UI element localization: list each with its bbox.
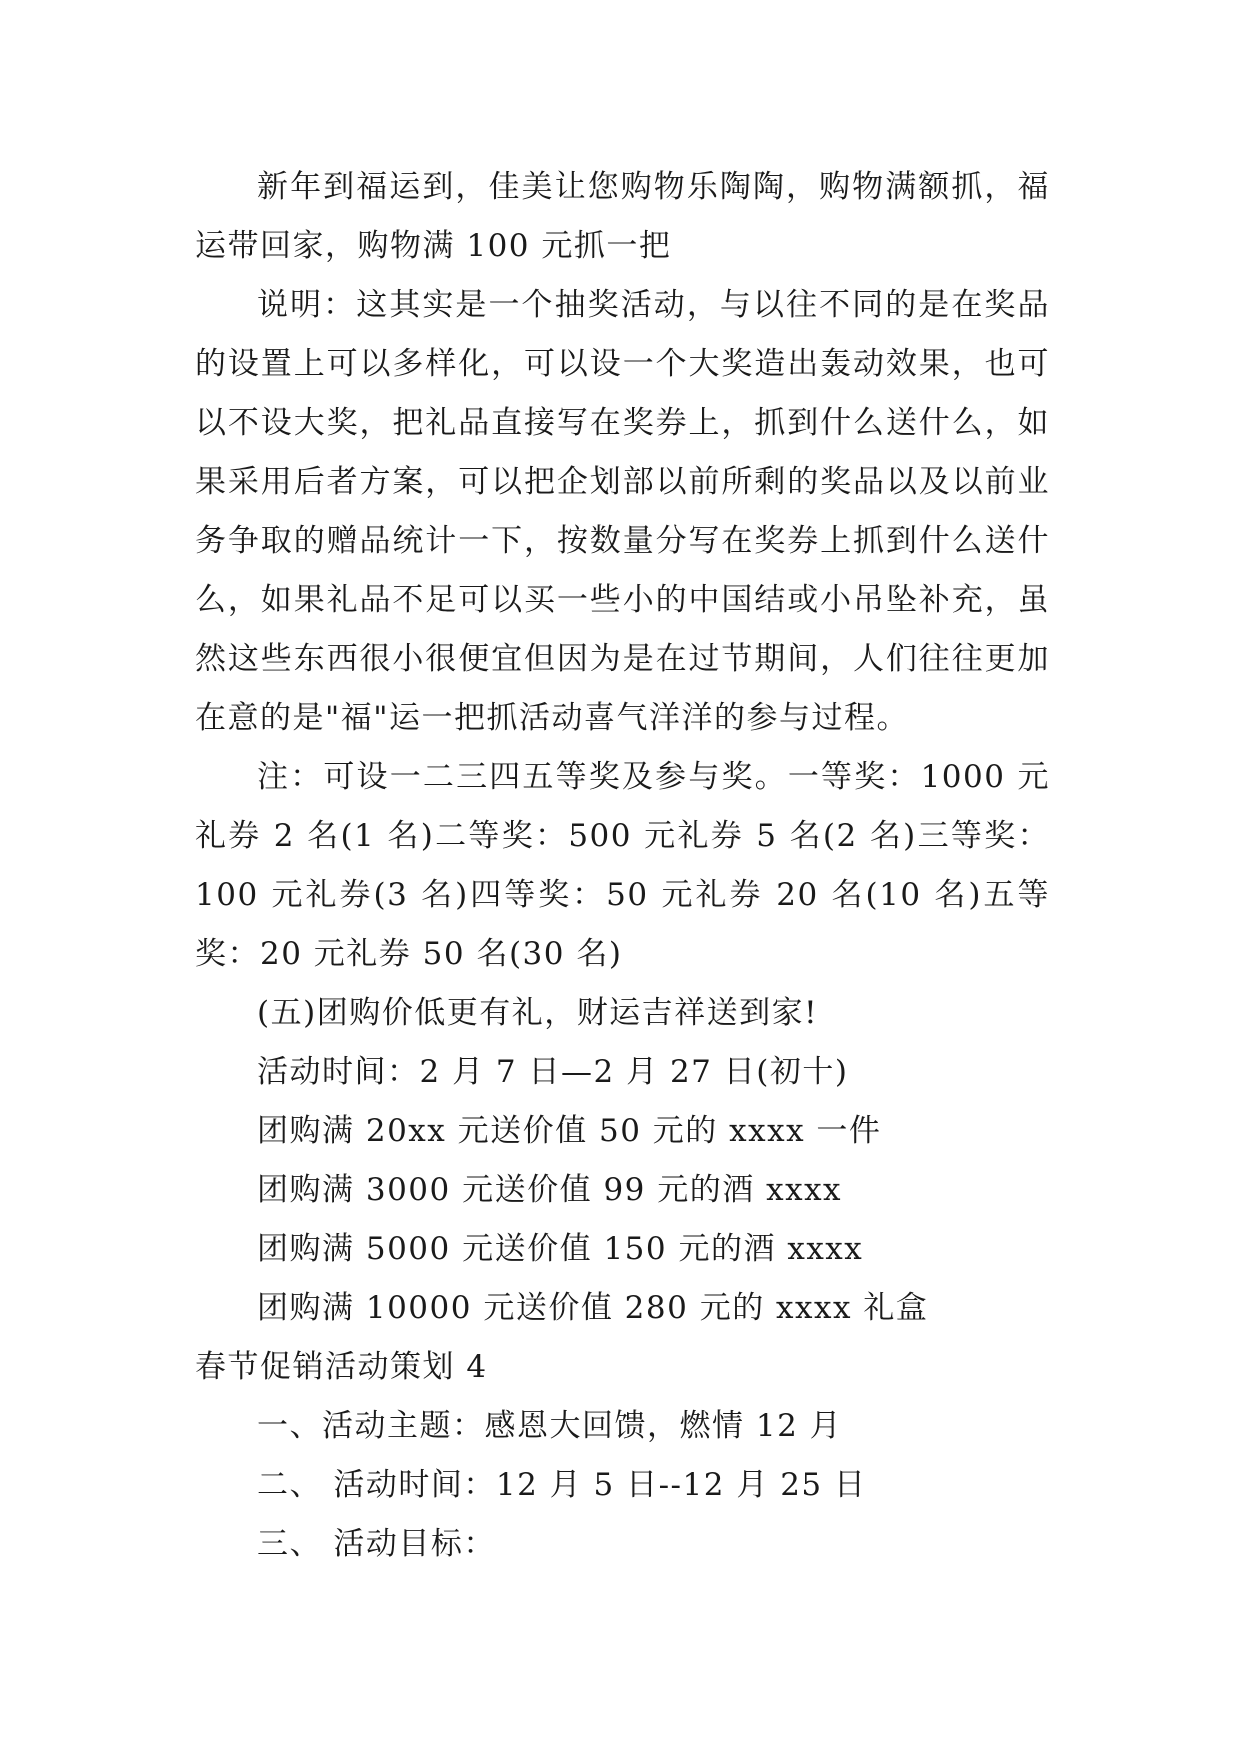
paragraph-explanation: 说明：这其实是一个抽奖活动，与以往不同的是在奖品的设置上可以多样化，可以设一个大奖造出轰动效果，也可以不设大奖，把礼品直接写在奖券上，抓到什么送什么，如果采用后者方案，可以把企划部以前所剩的奖品以及以前业务争取的赠品统计一下，按数量分写在奖券上抓到什么送什么，如果礼品不足可以买一些小的中国结或小吊坠补充，虽然这些东西很小很便宜但因为是在过节期间，人们往往更加在意的是"福"运一把抓活动喜气洋洋的参与过程。: [195, 287, 1050, 736]
paragraph-prize-note: 注：可设一二三四五等奖及参与奖。一等奖：1000 元礼券 2 名(1 名)二等奖：500 元礼券 5 名(2 名)三等奖：100 元礼券(3 名)四等奖：50 元礼券 20 名(10 名)五等奖：20 元礼券 50 名(30 名): [195, 759, 1050, 972]
section-title: 春节促销活动策划 4: [195, 1349, 488, 1385]
paragraph-group-buy-heading: (五)团购价低更有礼，财运吉祥送到家!: [257, 995, 819, 1031]
paragraph-group-buy-tier-3: 团购满 5000 元送价值 150 元的酒 xxxx: [257, 1231, 864, 1267]
paragraph-group-buy-tier-4: 团购满 10000 元送价值 280 元的 xxxx 礼盒: [257, 1290, 929, 1326]
paragraph-group-buy-tier-1: 团购满 20xx 元送价值 50 元的 xxxx 一件: [257, 1113, 882, 1149]
document-page: [195, 158, 1050, 1574]
paragraph-new-year-lottery: 新年到福运到，佳美让您购物乐陶陶，购物满额抓，福运带回家，购物满 100 元抓一把: [195, 169, 1050, 264]
paragraph-activity-time: 活动时间：2 月 7 日—2 月 27 日(初十): [257, 1054, 849, 1090]
paragraph-activity-period: 二、 活动时间：12 月 5 日--12 月 25 日: [257, 1467, 867, 1503]
paragraph-activity-goal: 三、 活动目标：: [257, 1526, 496, 1562]
paragraph-group-buy-tier-2: 团购满 3000 元送价值 99 元的酒 xxxx: [257, 1172, 843, 1208]
paragraph-activity-theme: 一、活动主题：感恩大回馈，燃情 12 月: [257, 1408, 843, 1444]
